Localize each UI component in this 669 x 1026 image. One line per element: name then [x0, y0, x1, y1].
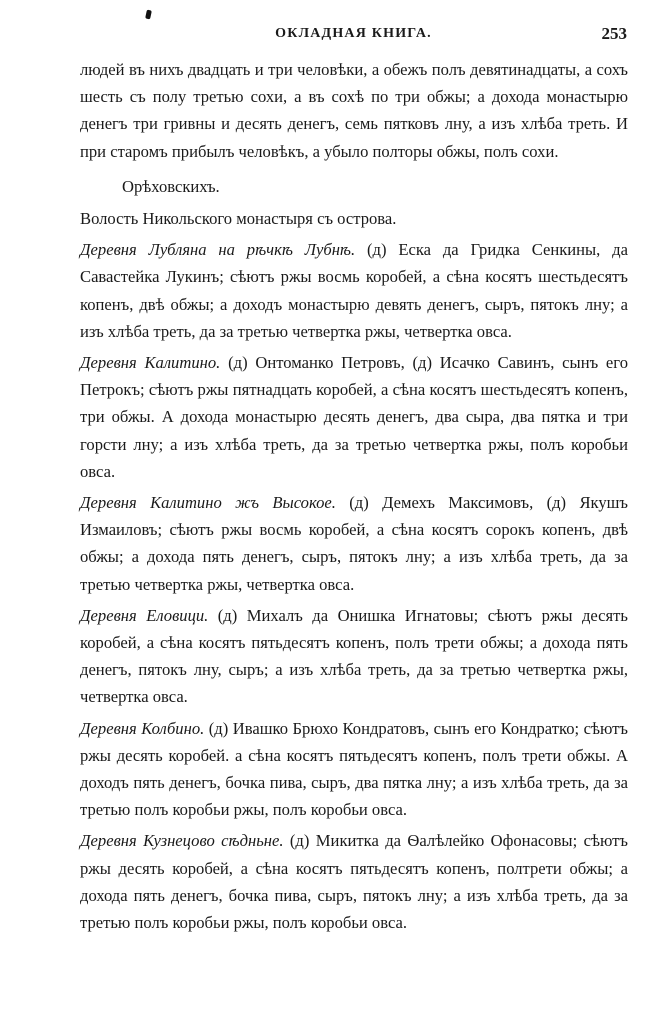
village-name: Деревня Калитино жъ Высокое. — [80, 493, 336, 513]
village-entry — [80, 602, 628, 711]
entry-text: (д) Демехъ Максимовъ, (д) Якушъ Измаиловъ; сѣютъ ржы восмь коробей, а сѣна косятъ сорокъ копенъ, двѣ обжы; а дохода пять денегъ, сыръ, пятокъ лну; а изъ хлѣба треть, да за третью четвертка ржы, четвертка овса. — [80, 493, 628, 594]
volost-heading — [80, 205, 628, 232]
paragraph-continuation — [80, 56, 628, 165]
village-entry — [80, 236, 628, 345]
village-name: Деревня Лубляна на рѣчкѣ Лубнѣ. — [80, 240, 356, 260]
entry-text: (д) Михалъ да Онишка Игнатовы; сѣютъ ржы десять коробей, а сѣна косятъ пятьдесятъ копенъ, полъ трети обжы; а дохода пять денегъ, пятокъ лну, сыръ; а изъ хлѣба треть, да за третью четвертка ржы, четвертка овса. — [80, 605, 628, 707]
village-name: Деревня Калитино. — [80, 353, 221, 373]
village-entry — [80, 489, 628, 598]
village-name: Деревня Кузнецово сѣдньне. — [80, 831, 284, 851]
village-entry — [80, 349, 628, 485]
village-name: Деревня Колбино. — [80, 718, 205, 738]
running-title: ОКЛАДНАЯ КНИГА. — [275, 26, 432, 41]
paragraph-text: людей въ нихъ двадцать и три человѣки, а обежъ полъ девятинадцаты, а сохъ шесть съ полу третью сохи, а въ сохѣ по три обжы; а дохода монастырю денегъ три гривны и десять денегъ, семь пятковъ лну, а изъ хлѣба треть. И при старомъ прибылъ человѣкъ, а убыло полторы обжы, полъ сохи. — [80, 60, 628, 161]
entry-text: (д) Еска да Гридка Сенкины, да Савастейка Лукинъ; сѣютъ ржы восмь коробей, а сѣна косятъ шестьдесятъ копенъ, двѣ обжы; а доходъ монастырю девять денегъ, сыръ, пятокъ лну; а изъ хлѣба треть, да за третью четвертка ржы, четвертка овса. — [80, 240, 628, 341]
section-heading-text: Орѣховскихъ. — [122, 176, 220, 196]
village-entry — [80, 827, 628, 936]
page-body — [80, 56, 628, 936]
entry-text: (д) Ивашко Брюхо Кондратовъ, сынъ его Кондратко; сѣютъ ржы десять коробей. а сѣна косятъ пятьдесятъ копенъ, полъ трети обжы. А доходъ пять денегъ, бочка пива, сыръ, два пятка лну; а изъ хлѣба треть, да за третью полъ коробьи ржы, полъ коробьи овса. — [80, 718, 628, 820]
entry-text: (д) Микитка да Ѳалѣлейко Офонасовы; сѣютъ ржы десять коробей, а сѣна косятъ пятьдесятъ копенъ, полтрети обжы; а дохода пять денегъ, бочка пива, сыръ, пятокъ лну; а изъ хлѣба треть, да за третью полъ коробьи ржы, полъ коробьи овса. — [80, 831, 628, 933]
volost-heading-text: Волость Никольского монастыря съ острова. — [80, 209, 397, 229]
entry-text: (д) Онтоманко Петровъ, (д) Исачко Савинъ, сынъ его Петрокъ; сѣютъ ржы пятнадцать коробей, а сѣна косятъ шестьдесятъ копенъ, три обжы. А дохода монастырю десять денегъ, два сыра, два пятка и три горсти лну; а изъ хлѣба треть, да за третью четвертка ржы, полъ коробьи овса. — [80, 353, 628, 481]
page-number: 253 — [601, 24, 627, 43]
ink-mark — [145, 10, 152, 20]
page-header — [80, 26, 627, 48]
village-entry — [80, 715, 628, 824]
village-name: Деревня Еловици. — [80, 605, 209, 625]
section-heading — [80, 173, 628, 200]
